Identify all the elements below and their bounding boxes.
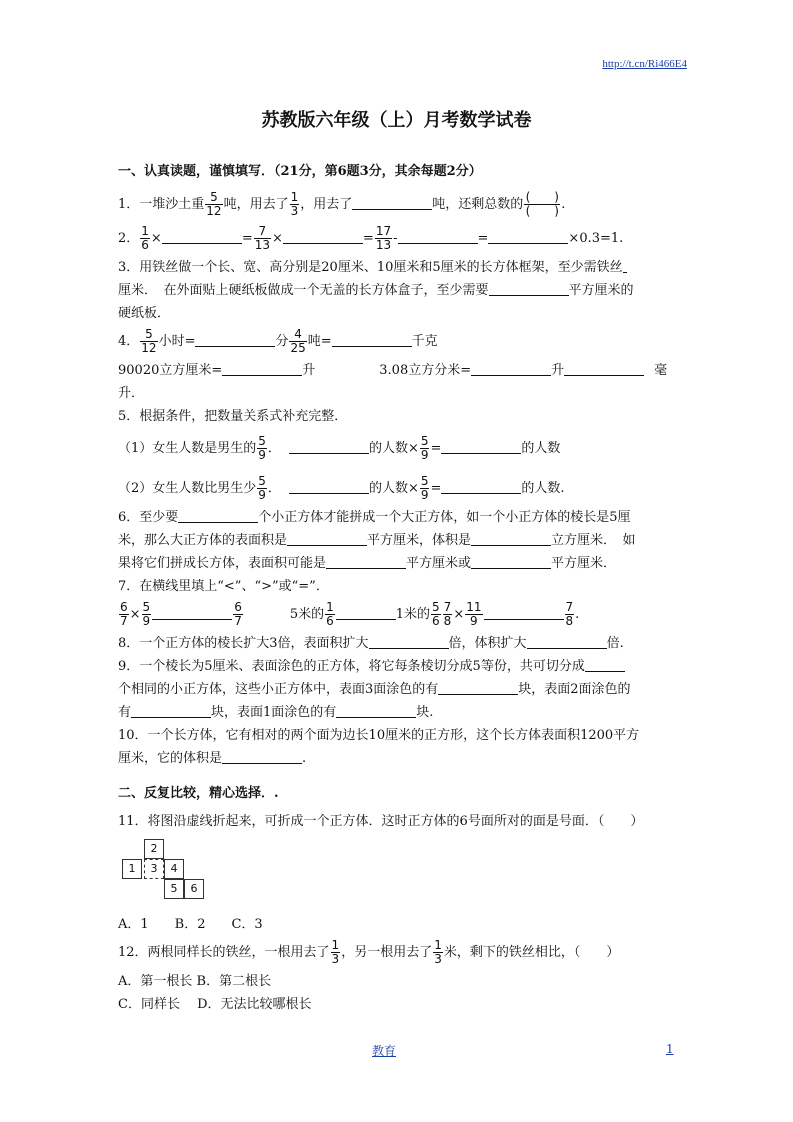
- answer-blank[interactable]: [162, 229, 242, 244]
- q2-text: ×: [272, 231, 283, 246]
- q9-text: 有: [118, 705, 132, 720]
- q9-text: 块.: [416, 705, 434, 720]
- q10-text: 厘米，它的体积是: [118, 751, 223, 766]
- q4-text: 分: [275, 334, 289, 349]
- q10-text: 10．一个长方体，它有相对的两个面为边长10厘米的正方形，这个长方体表面积1200平方: [118, 728, 640, 743]
- q4-text: 毫: [654, 363, 668, 378]
- answer-blank[interactable]: [178, 508, 258, 523]
- question-6-line-1: [118, 506, 678, 529]
- q9-text: 9．一个棱长为5厘米、表面涂色的正方体，将它每条棱切分成5等份，共可切分成: [118, 659, 585, 674]
- q4-text: 吨=: [307, 334, 332, 349]
- question-6-line-3: [118, 552, 678, 575]
- q12-options-text[interactable]: C．同样长 D．无法比较哪根长: [118, 997, 312, 1012]
- q8-text: 倍，体积扩大: [448, 636, 527, 651]
- answer-blank[interactable]: [289, 479, 369, 494]
- fraction: $\frac{7}{13}$: [254, 224, 271, 252]
- answer-blank[interactable]: [283, 229, 363, 244]
- q4-text: 升: [551, 363, 565, 378]
- answer-blank[interactable]: [352, 195, 432, 210]
- answer-blank[interactable]: [488, 229, 568, 244]
- q10-text: .: [302, 751, 307, 766]
- q5-text: （1）女生人数是男生的: [118, 441, 257, 456]
- q6-text: 个小正方体才能拼成一个大正方体，如一个小正方体的棱长是5厘: [258, 510, 631, 525]
- answer-blank[interactable]: [471, 531, 551, 546]
- section-heading-1: 一、认真读题，谨慎填写．（21分，第6题3分，其余每题2分）: [118, 164, 482, 179]
- q7-text: ×: [129, 607, 141, 622]
- q4-text: 3.08立方分米=: [379, 363, 472, 378]
- q11-text: 11．将图沿虚线折起来，可折成一个正方体．这时正方体的6号面所对的面是号面．（ ）: [118, 814, 644, 829]
- q5-text: 5．根据条件，把数量关系式补充完整．: [118, 409, 348, 424]
- question-9-line-3: [118, 701, 678, 724]
- q5-text: 的人数×: [368, 441, 419, 456]
- answer-blank[interactable]: [195, 332, 275, 347]
- question-11: [118, 810, 678, 833]
- footer-link[interactable]: 教育: [372, 1044, 397, 1058]
- answer-blank[interactable]: [441, 439, 521, 454]
- answer-blank[interactable]: [152, 605, 232, 620]
- fraction: $\frac{5}{9}$: [420, 474, 429, 502]
- fraction: $\frac{6}{7}$: [234, 600, 242, 628]
- q6-text: 米，那么大正方体的表面积是: [118, 533, 288, 548]
- section-heading-2: 二、反复比较，精心选择．.: [118, 786, 279, 801]
- q8-text: 倍.: [606, 636, 624, 651]
- q12-text: 米，剩下的铁丝相比，（ ）: [443, 945, 620, 960]
- q5-text: 的人数×: [368, 481, 419, 496]
- q7-text: .: [575, 607, 580, 622]
- net-cell: 4: [164, 859, 184, 879]
- q2-text: -: [393, 231, 398, 246]
- answer-blank[interactable]: [398, 229, 478, 244]
- q1-text: .: [561, 197, 566, 212]
- q6-text: 果将它们拼成长方体，表面积可能是: [118, 556, 327, 571]
- question-3-line-1: [118, 256, 678, 279]
- answer-blank[interactable]: [289, 439, 369, 454]
- fraction: $\frac{1}{6}$: [326, 600, 334, 628]
- answer-blank[interactable]: [623, 258, 627, 273]
- q1-text: ，用去了: [300, 197, 353, 212]
- q6-text: 立方厘米． 如: [551, 533, 636, 548]
- q4-text: 小时=: [158, 334, 196, 349]
- q6-text: 6．至少要: [118, 510, 179, 525]
- fraction: $\frac{5}{9}$: [258, 474, 266, 502]
- question-9-line-1: [118, 655, 678, 678]
- q4-text: 升: [302, 363, 316, 378]
- q11-options-text[interactable]: A．1 B．2 C．3: [118, 917, 263, 932]
- q3-text: 厘米． 在外面贴上硬纸板做成一个无盖的长方体盒子，至少需要: [118, 283, 489, 298]
- question-7-intro: [118, 575, 678, 598]
- answer-blank[interactable]: [471, 554, 551, 569]
- q4-text: 千克: [411, 334, 438, 349]
- q1-text: 吨，用去了: [223, 197, 289, 212]
- q1-text: 1．一堆沙土重: [118, 197, 205, 212]
- q3-text: 硬纸板．: [118, 306, 171, 321]
- page-title: 苏教版六年级（上）月考数学试卷: [261, 110, 532, 131]
- question-9-line-2: [118, 678, 678, 701]
- cube-net-figure: [122, 839, 212, 905]
- q2-text: ×0.3=1.: [568, 231, 624, 246]
- question-10-line-2: [118, 747, 678, 770]
- header-url[interactable]: http://t.cn/Ri466E4: [602, 58, 687, 70]
- answer-blank[interactable]: [326, 554, 406, 569]
- answer-blank[interactable]: [369, 634, 449, 649]
- q6-text: 平方厘米，体积是: [367, 533, 472, 548]
- net-cell: 3: [144, 859, 164, 879]
- question-5-part-2: [118, 472, 678, 506]
- q1-text: 吨，还剩总数的: [432, 197, 524, 212]
- fraction: $\frac{1}{3}$: [290, 190, 299, 218]
- question-12-options-2[interactable]: [118, 993, 678, 1016]
- q3-text: 平方厘米的: [568, 283, 634, 298]
- q2-text: =: [477, 231, 489, 246]
- answer-fraction[interactable]: $\frac{( )}{( )}$: [525, 190, 559, 218]
- question-1: [118, 188, 678, 222]
- answer-blank[interactable]: [336, 605, 396, 620]
- question-4-line-2: [118, 359, 678, 382]
- q2-text: =: [362, 231, 374, 246]
- answer-blank[interactable]: [287, 531, 367, 546]
- answer-blank[interactable]: [471, 361, 551, 376]
- q5-text: ．: [267, 441, 281, 456]
- q5-text: ．: [267, 481, 281, 496]
- question-7-items: [118, 598, 678, 632]
- answer-blank[interactable]: [527, 634, 607, 649]
- net-cell: 6: [184, 879, 204, 899]
- q9-text: 块，表面2面涂色的: [518, 682, 631, 697]
- q8-text: 8．一个正方体的棱长扩大3倍，表面积扩大: [118, 636, 369, 651]
- question-3-line-2: [118, 279, 678, 302]
- answer-blank[interactable]: [131, 703, 211, 718]
- question-4-line-3: [118, 382, 678, 405]
- fraction: $\frac{7}{8}$: [565, 600, 574, 628]
- fraction: $\frac{1}{3}$: [331, 938, 340, 966]
- q5-text: =: [430, 441, 442, 456]
- q7-text: 1米的: [395, 607, 431, 622]
- question-3-line-3: [118, 302, 678, 325]
- fraction: $\frac{1}{6}$: [141, 224, 149, 252]
- question-8: [118, 632, 678, 655]
- question-5-part-1: [118, 432, 678, 466]
- answer-blank[interactable]: [489, 281, 569, 296]
- answer-blank[interactable]: [564, 361, 644, 376]
- net-cell: 5: [164, 879, 184, 899]
- answer-blank[interactable]: [441, 479, 521, 494]
- answer-blank[interactable]: [438, 680, 518, 695]
- question-4-line-1: [118, 325, 678, 359]
- fraction: $\frac{17}{13}$: [375, 224, 392, 252]
- fraction: $\frac{5}{9}$: [142, 600, 151, 628]
- answer-blank[interactable]: [222, 361, 302, 376]
- fraction: $\frac{5}{12}$: [141, 327, 157, 355]
- net-cell: 2: [144, 839, 164, 859]
- fraction: $\frac{6}{7}$: [120, 600, 128, 628]
- fraction: $\frac{5}{6}$: [432, 600, 440, 628]
- question-11-options[interactable]: [118, 913, 678, 936]
- question-6-line-2: [118, 529, 678, 552]
- answer-blank[interactable]: [336, 703, 416, 718]
- fraction: $\frac{5}{12}$: [206, 190, 222, 218]
- answer-blank[interactable]: [222, 749, 302, 764]
- fraction: $\frac{1}{3}$: [434, 938, 442, 966]
- fraction: $\frac{5}{9}$: [258, 434, 266, 462]
- q4-text: 4．: [118, 334, 140, 349]
- q2-text: =: [241, 231, 253, 246]
- q9-text: 块，表面1面涂色的有: [211, 705, 337, 720]
- q7-text: 5米的: [289, 607, 325, 622]
- q6-text: 平方厘米或: [406, 556, 472, 571]
- q7-text: ×: [453, 607, 465, 622]
- q4-text: 90020立方厘米=: [118, 363, 223, 378]
- page-number: 1: [666, 1042, 674, 1056]
- net-cell: 1: [122, 859, 142, 879]
- q5-text: （2）女生人数比男生少: [118, 481, 257, 496]
- question-10-line-1: [118, 724, 678, 747]
- question-5-intro: [118, 405, 678, 428]
- fraction: $\frac{5}{9}$: [420, 434, 429, 462]
- q9-text: 个相同的小正方体，这些小正方体中，表面3面涂色的有: [118, 682, 439, 697]
- q5-text: =: [430, 481, 442, 496]
- q12-options-text[interactable]: A．第一根长 B．第二根长: [118, 974, 272, 989]
- fraction: $\frac{7}{8}$: [443, 600, 452, 628]
- q4-text: 升．: [118, 386, 145, 401]
- q12-text: 12．两根同样长的铁丝，一根用去了: [118, 945, 330, 960]
- question-12: [118, 936, 678, 970]
- q5-text: 的人数.: [521, 481, 565, 496]
- q3-text: 3．用铁丝做一个长、宽、高分别是20厘米、10厘米和5厘米的长方体框架，至少需铁丝: [118, 260, 623, 275]
- fraction: $\frac{11}{9}$: [466, 600, 482, 628]
- q6-text: 平方厘米．: [551, 556, 617, 571]
- q5-text: 的人数: [521, 441, 561, 456]
- q12-text: ，另一根用去了: [341, 945, 433, 960]
- answer-blank[interactable]: [585, 657, 625, 672]
- fraction: $\frac{4}{25}$: [290, 327, 306, 355]
- answer-blank[interactable]: [484, 605, 564, 620]
- q7-text: 7．在横线里填上“<”、“>”或“=”．: [118, 579, 329, 594]
- question-2: [118, 222, 678, 256]
- exam-content: [118, 162, 678, 1016]
- q2-text: 2．: [118, 231, 140, 246]
- question-12-options-1[interactable]: [118, 970, 678, 993]
- q2-text: ×: [150, 231, 162, 246]
- answer-blank[interactable]: [332, 332, 412, 347]
